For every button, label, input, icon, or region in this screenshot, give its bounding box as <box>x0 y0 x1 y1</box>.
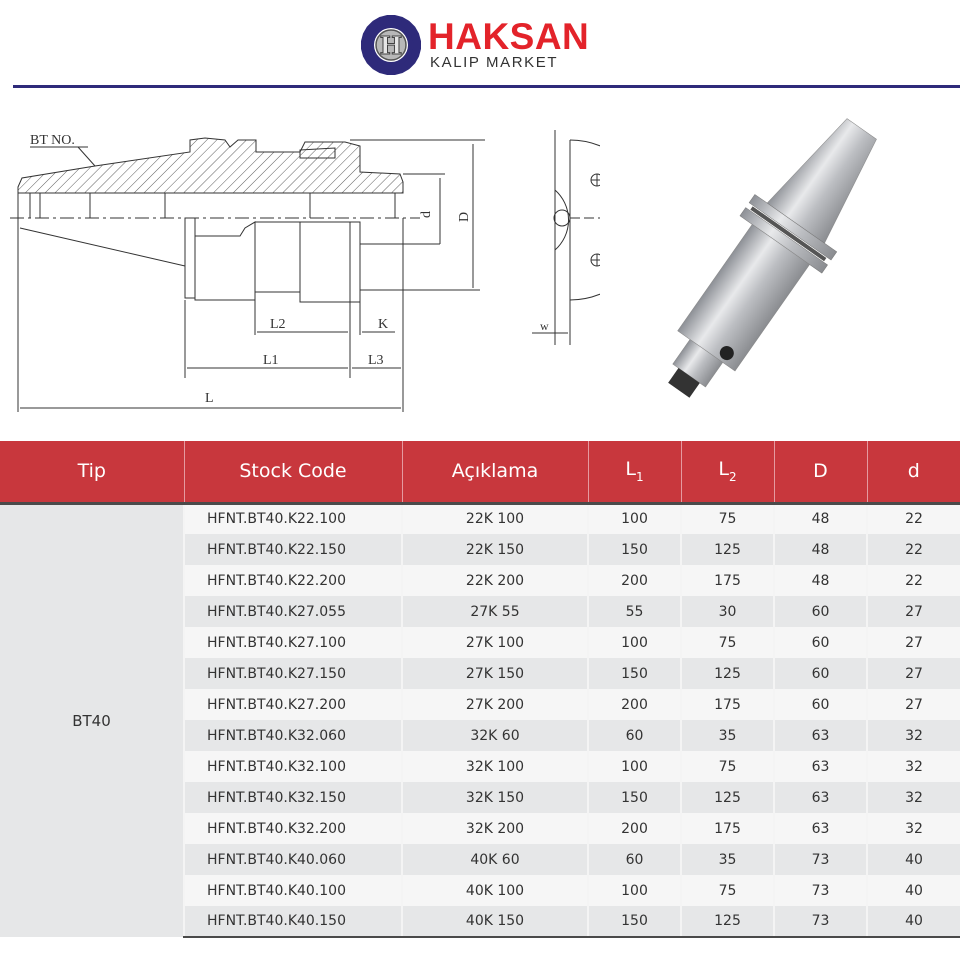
table-header-row <box>0 441 960 503</box>
cell-tip: BT40 <box>0 503 184 937</box>
gear-logo-icon <box>360 14 422 76</box>
svg-text:L: L <box>205 391 214 406</box>
cell-d: 32 <box>867 720 960 751</box>
cell-stock-code: HFNT.BT40.K40.060 <box>184 844 402 875</box>
cell-l1: 60 <box>588 844 681 875</box>
cell-stock-code: HFNT.BT40.K40.150 <box>184 906 402 937</box>
cell-D: 63 <box>774 751 867 782</box>
cell-stock-code: HFNT.BT40.K22.150 <box>184 534 402 565</box>
cell-l2: 125 <box>681 534 774 565</box>
cell-D: 63 <box>774 813 867 844</box>
cell-D: 60 <box>774 627 867 658</box>
cell-stock-code: HFNT.BT40.K27.100 <box>184 627 402 658</box>
svg-text:H: H <box>379 31 403 60</box>
cell-D: 73 <box>774 844 867 875</box>
cell-d: 32 <box>867 782 960 813</box>
svg-text:BT NO.: BT NO. <box>30 133 75 148</box>
cell-aciklama: 27K 100 <box>402 627 588 658</box>
cell-d: 22 <box>867 503 960 534</box>
cell-l1: 100 <box>588 751 681 782</box>
cell-D: 60 <box>774 658 867 689</box>
cell-aciklama: 27K 55 <box>402 596 588 627</box>
cell-l2: 35 <box>681 720 774 751</box>
cell-aciklama: 22K 150 <box>402 534 588 565</box>
cell-l2: 35 <box>681 844 774 875</box>
cell-stock-code: HFNT.BT40.K27.055 <box>184 596 402 627</box>
cell-l1: 60 <box>588 720 681 751</box>
cell-stock-code: HFNT.BT40.K32.060 <box>184 720 402 751</box>
cell-l2: 75 <box>681 627 774 658</box>
cell-aciklama: 27K 200 <box>402 689 588 720</box>
cell-l1: 150 <box>588 782 681 813</box>
cell-stock-code: HFNT.BT40.K27.150 <box>184 658 402 689</box>
column-header-stock-code: Stock Code <box>184 441 402 503</box>
cell-D: 60 <box>774 596 867 627</box>
cell-d: 27 <box>867 596 960 627</box>
cell-d: 27 <box>867 689 960 720</box>
column-header-aciklama: Açıklama <box>402 441 588 503</box>
cell-d: 40 <box>867 844 960 875</box>
cell-D: 73 <box>774 906 867 937</box>
cell-d: 22 <box>867 565 960 596</box>
product-spec-table <box>0 441 960 938</box>
cell-d: 32 <box>867 813 960 844</box>
cell-d: 32 <box>867 751 960 782</box>
cell-l1: 100 <box>588 875 681 906</box>
cell-aciklama: 32K 200 <box>402 813 588 844</box>
cell-d: 40 <box>867 875 960 906</box>
cell-l1: 100 <box>588 627 681 658</box>
cell-l1: 200 <box>588 813 681 844</box>
svg-text:D: D <box>457 211 472 222</box>
cell-stock-code: HFNT.BT40.K22.200 <box>184 565 402 596</box>
cell-l2: 125 <box>681 658 774 689</box>
cell-l1: 150 <box>588 658 681 689</box>
cell-aciklama: 32K 150 <box>402 782 588 813</box>
cell-l1: 55 <box>588 596 681 627</box>
cell-l2: 30 <box>681 596 774 627</box>
cell-l2: 175 <box>681 565 774 596</box>
cell-D: 73 <box>774 875 867 906</box>
cell-l2: 175 <box>681 813 774 844</box>
svg-text:w: w <box>540 319 549 333</box>
cell-aciklama: 27K 150 <box>402 658 588 689</box>
column-header-D: D <box>774 441 867 503</box>
cell-stock-code: HFNT.BT40.K32.200 <box>184 813 402 844</box>
cell-stock-code: HFNT.BT40.K32.150 <box>184 782 402 813</box>
cell-aciklama: 32K 100 <box>402 751 588 782</box>
cell-l2: 75 <box>681 751 774 782</box>
cell-l1: 150 <box>588 534 681 565</box>
cell-l2: 75 <box>681 875 774 906</box>
svg-text:K: K <box>378 317 389 332</box>
cell-D: 60 <box>774 689 867 720</box>
svg-text:L1: L1 <box>263 353 279 368</box>
header-divider <box>13 85 960 88</box>
technical-drawing <box>0 100 600 430</box>
cell-d: 27 <box>867 627 960 658</box>
svg-text:L3: L3 <box>368 353 384 368</box>
brand-tagline: KALIP MARKET <box>430 54 559 71</box>
cell-l2: 175 <box>681 689 774 720</box>
cell-stock-code: HFNT.BT40.K32.100 <box>184 751 402 782</box>
cell-stock-code: HFNT.BT40.K27.200 <box>184 689 402 720</box>
table-row <box>0 503 960 534</box>
cell-l2: 125 <box>681 906 774 937</box>
cell-aciklama: 22K 200 <box>402 565 588 596</box>
cell-l1: 150 <box>588 906 681 937</box>
svg-text:d: d <box>419 211 434 218</box>
cell-stock-code: HFNT.BT40.K22.100 <box>184 503 402 534</box>
cell-aciklama: 40K 60 <box>402 844 588 875</box>
cell-l1: 200 <box>588 689 681 720</box>
cell-D: 63 <box>774 782 867 813</box>
cell-l2: 125 <box>681 782 774 813</box>
cell-l1: 100 <box>588 503 681 534</box>
cell-D: 48 <box>774 503 867 534</box>
cell-D: 63 <box>774 720 867 751</box>
cell-D: 48 <box>774 565 867 596</box>
haksan-logo <box>360 14 589 76</box>
column-header-l2: $L_2$ <box>681 441 774 503</box>
tool-holder-photo <box>600 95 940 425</box>
column-header-tip: Tip <box>0 441 184 503</box>
cell-aciklama: 40K 150 <box>402 906 588 937</box>
cell-aciklama: 32K 60 <box>402 720 588 751</box>
cell-d: 22 <box>867 534 960 565</box>
column-header-d: d <box>867 441 960 503</box>
cell-l1: 200 <box>588 565 681 596</box>
cell-d: 40 <box>867 906 960 937</box>
brand-name: HAKSAN <box>428 16 590 57</box>
cell-aciklama: 22K 100 <box>402 503 588 534</box>
cell-d: 27 <box>867 658 960 689</box>
cell-aciklama: 40K 100 <box>402 875 588 906</box>
svg-text:L2: L2 <box>270 317 286 332</box>
cell-l2: 75 <box>681 503 774 534</box>
column-header-l1: $L_1$ <box>588 441 681 503</box>
cell-stock-code: HFNT.BT40.K40.100 <box>184 875 402 906</box>
cell-D: 48 <box>774 534 867 565</box>
